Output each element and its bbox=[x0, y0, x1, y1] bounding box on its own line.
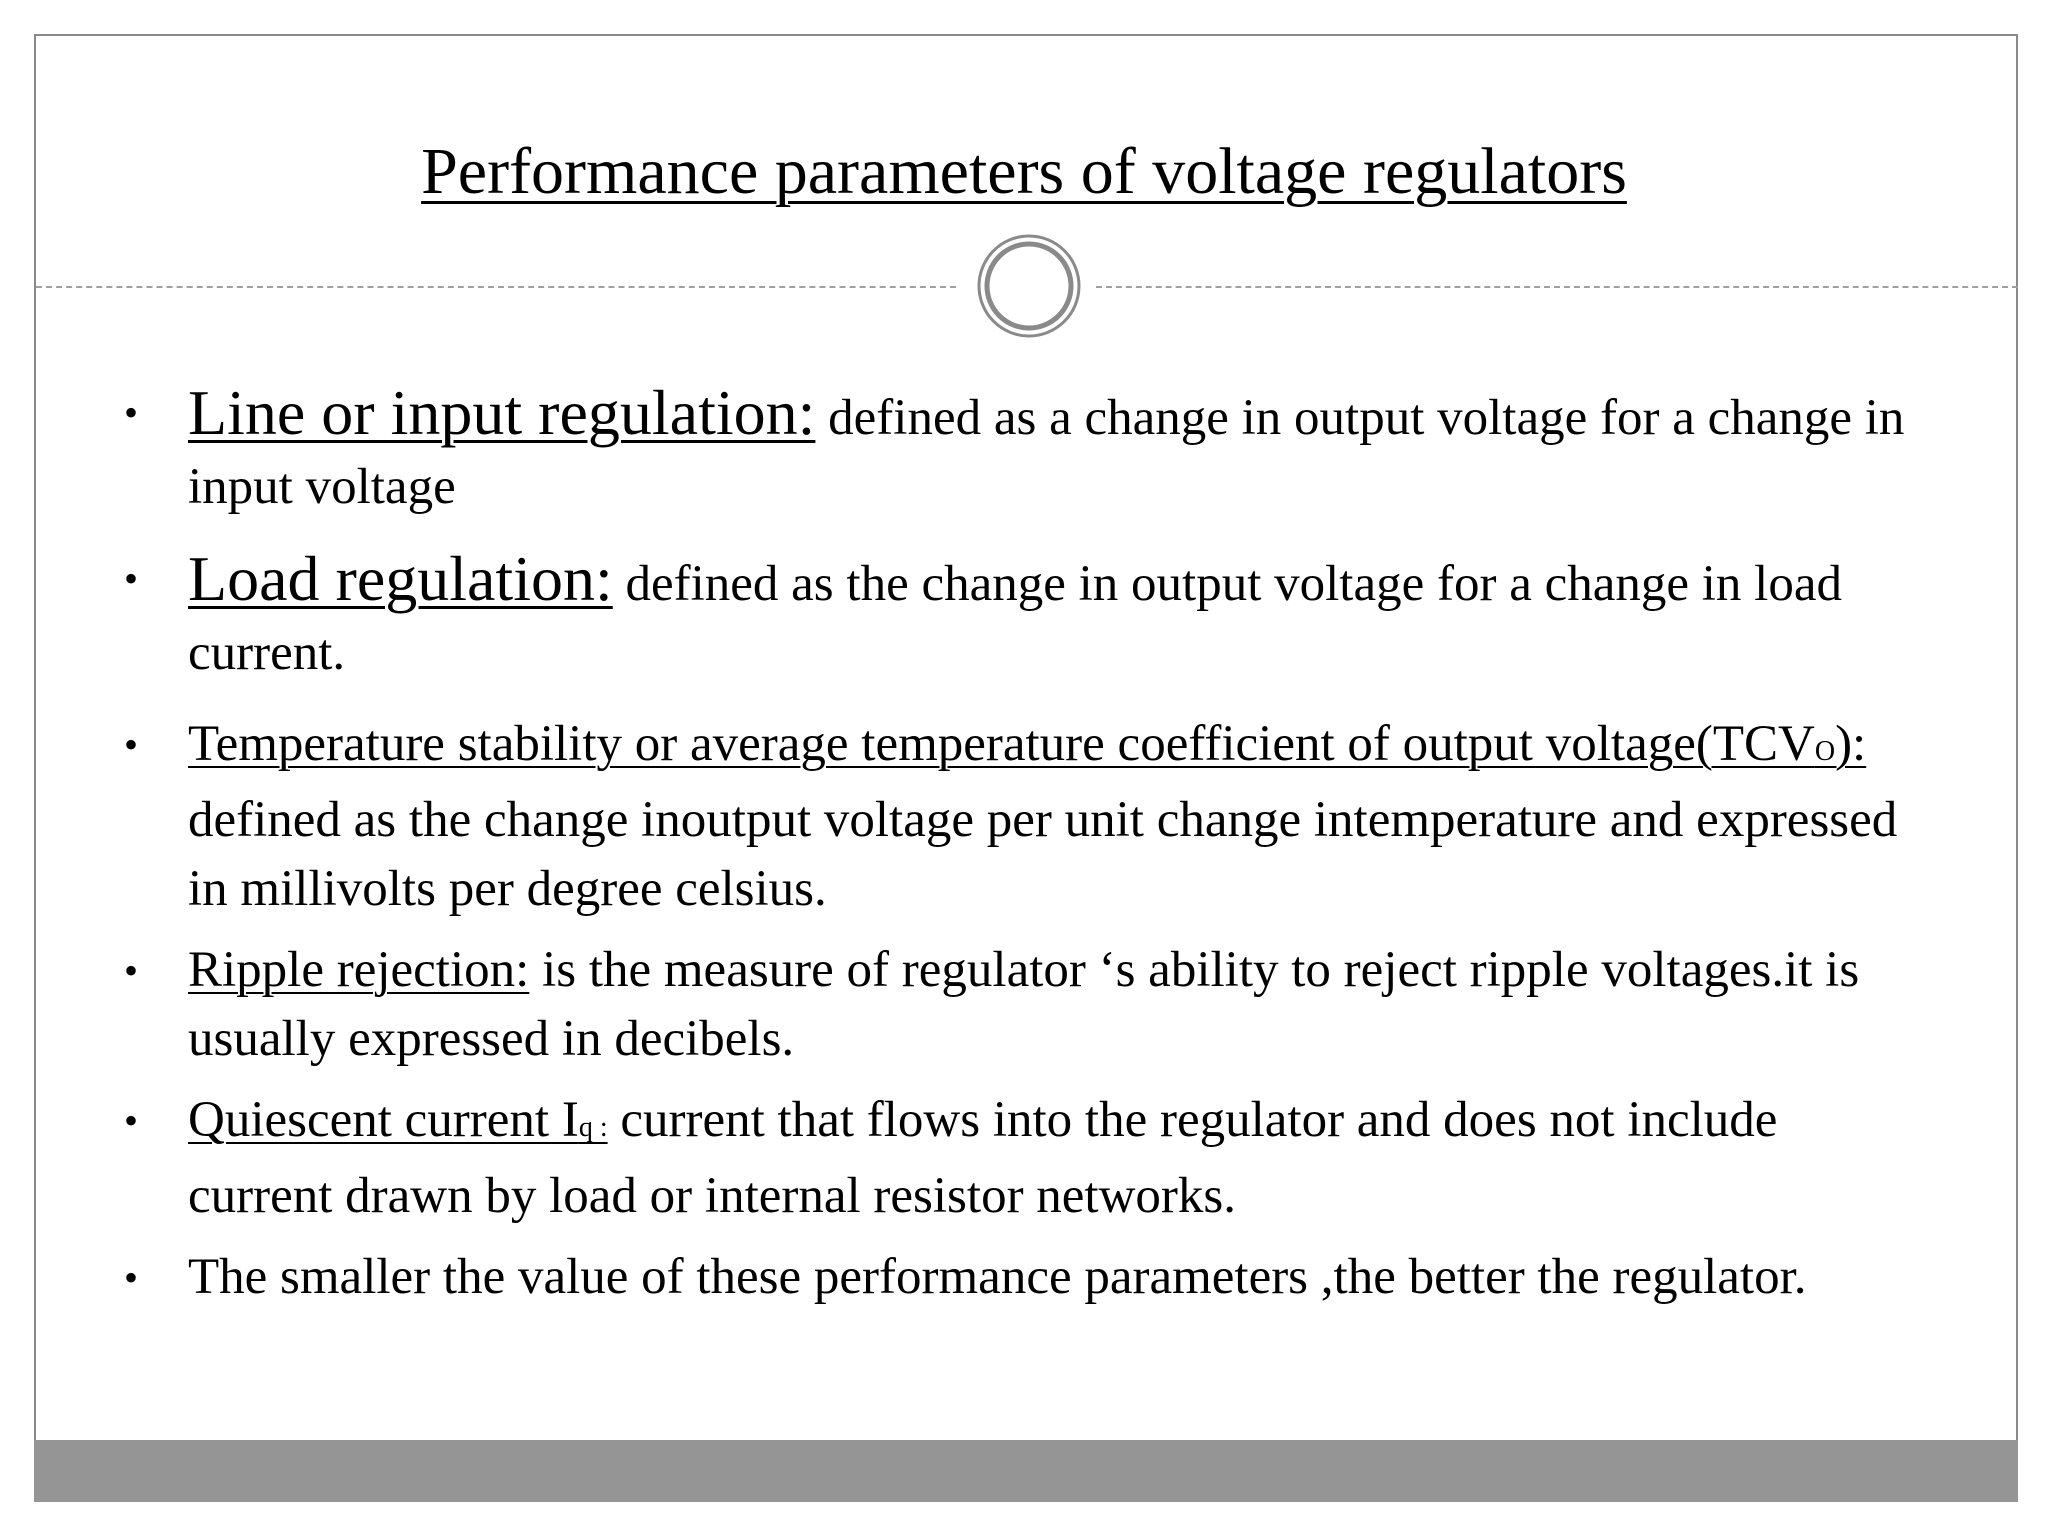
title-divider-left bbox=[36, 286, 956, 288]
footer-bar bbox=[34, 1440, 2018, 1502]
definition-temperature-stability: defined as the change inoutput voltage per unit change intemperature and expressed in millivolts per degree celsius. bbox=[188, 792, 1898, 917]
bullet-dot: • bbox=[124, 722, 139, 767]
bullet-dot: • bbox=[124, 948, 139, 993]
bullet-dot: • bbox=[124, 556, 139, 601]
term-temperature-stability bbox=[188, 716, 1866, 772]
definition-line-regulation: defined as a change in output voltage for a change in input voltage bbox=[188, 390, 1905, 515]
term-quiescent-current-text: Quiescent current I bbox=[188, 1092, 579, 1148]
term-quiescent-current-subscript: q : bbox=[578, 1112, 608, 1143]
bullet-dot: • bbox=[124, 1255, 139, 1300]
bullet-quiescent-current bbox=[120, 1086, 1920, 1231]
term-ripple-rejection: Ripple rejection: bbox=[188, 942, 530, 998]
bullet-conclusion bbox=[120, 1243, 1920, 1312]
bullet-ripple-rejection bbox=[120, 936, 1920, 1074]
bullet-line-regulation bbox=[120, 378, 1920, 522]
definition-load-regulation: defined as the change in output voltage for a change in load current. bbox=[188, 556, 1842, 681]
term-load-regulation: Load regulation: bbox=[188, 543, 613, 614]
slide-title: Performance parameters of voltage regulators bbox=[421, 135, 1627, 208]
bullet-temperature-stability bbox=[120, 710, 1920, 924]
term-temperature-stability-close: ): bbox=[1835, 716, 1867, 772]
conclusion-text: The smaller the value of these performance parameters ,the better the regulator. bbox=[188, 1249, 1807, 1305]
bullet-list bbox=[120, 378, 1920, 1312]
definition-ripple-rejection: is the measure of regulator ‘s ability to reject ripple voltages.it is usually expressed in decibels. bbox=[188, 942, 1860, 1067]
bullet-load-regulation bbox=[120, 544, 1920, 688]
bullet-dot: • bbox=[124, 1098, 139, 1143]
definition-quiescent-current: current that flows into the regulator and does not include current drawn by load or internal resistor networks. bbox=[188, 1092, 1778, 1224]
title-divider-right bbox=[1096, 286, 2018, 288]
bullet-dot: • bbox=[124, 390, 139, 435]
term-line-regulation: Line or input regulation: bbox=[188, 377, 816, 448]
term-temperature-stability-text: Temperature stability or average temperature coefficient of output voltage(TCV bbox=[188, 716, 1815, 772]
double-ring-icon bbox=[975, 232, 1083, 340]
term-quiescent-current bbox=[188, 1092, 608, 1148]
term-temperature-stability-subscript: O bbox=[1814, 736, 1836, 767]
